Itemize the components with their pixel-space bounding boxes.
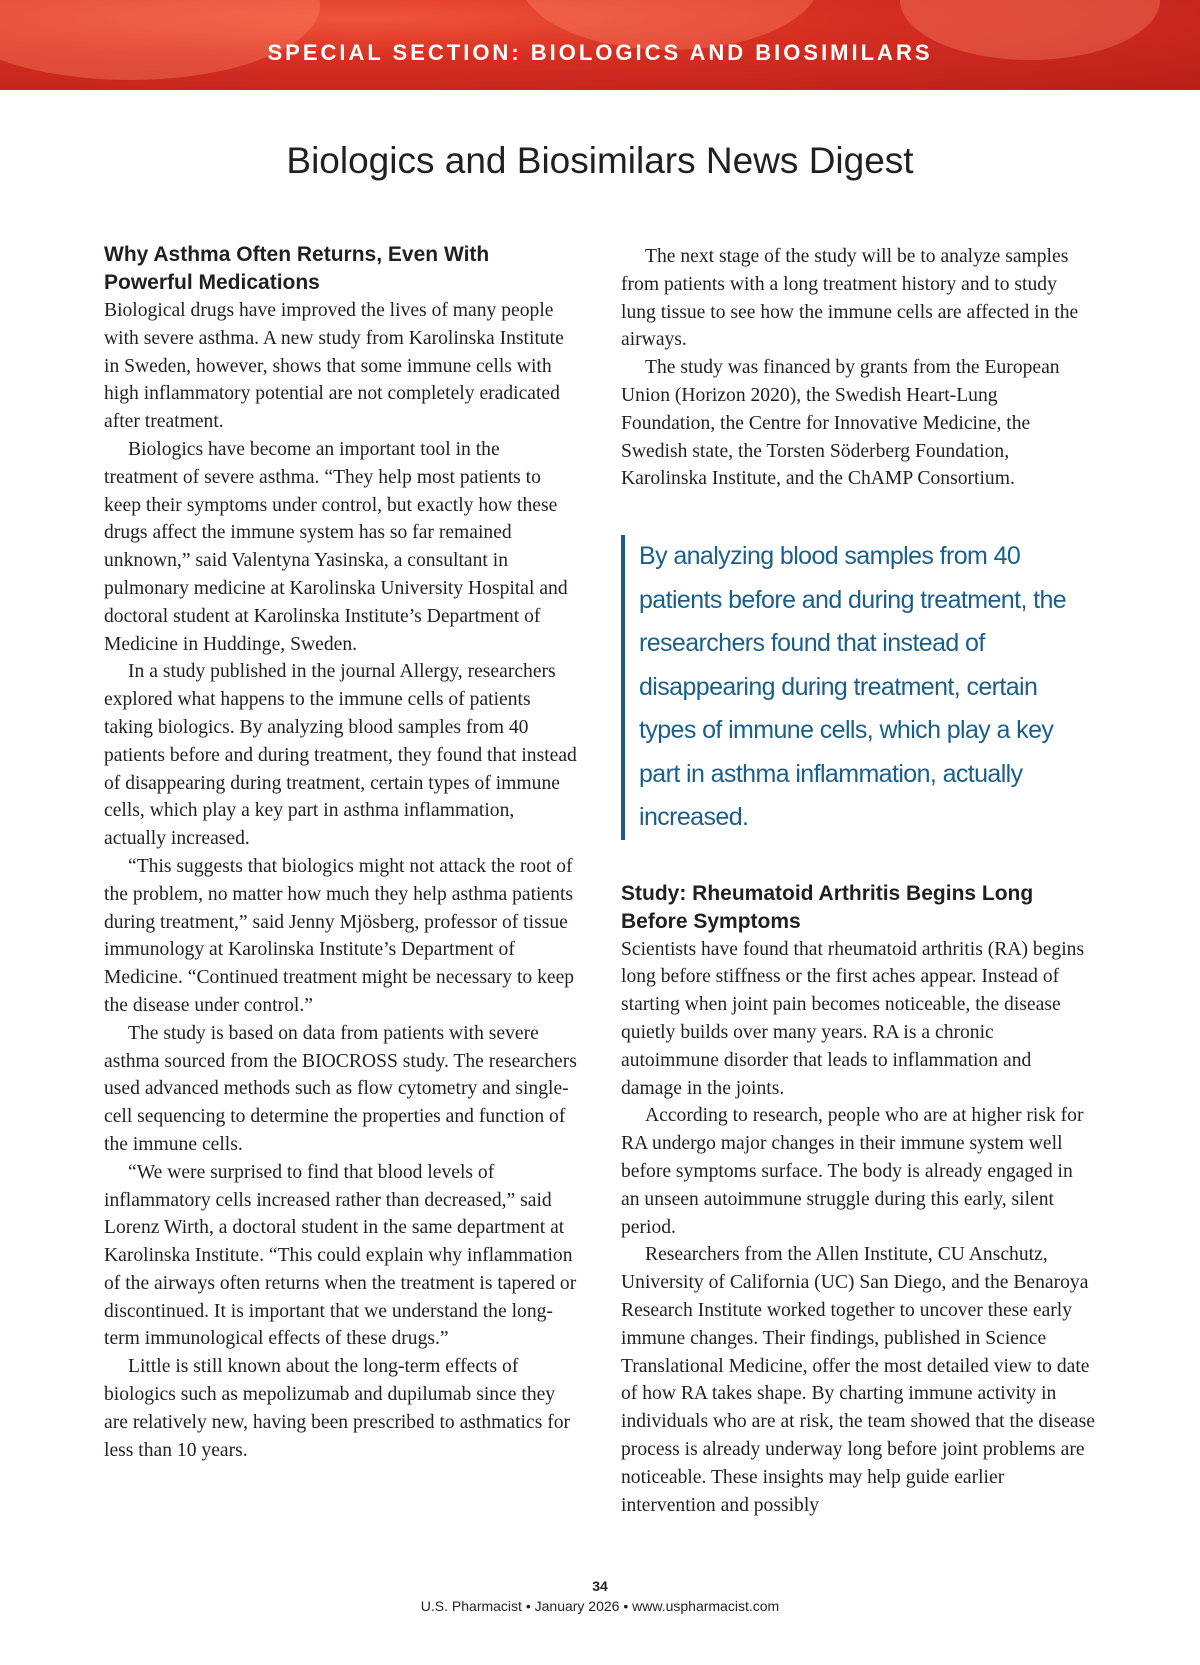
article-headline: Why Asthma Often Returns, Even With Powerful Medications	[104, 243, 490, 294]
left-column	[104, 241, 578, 1464]
section-banner	[0, 0, 1200, 90]
article-paragraph: Biologics have become an important tool in the treatment of severe asthma. “They help most patients to keep their symptoms under control, but exactly how these drugs affect the immune system has so far remained unknown,” said Valentyna Yasinska, a consultant in pulmonary medicine at Karolinska University Hospital and doctoral student at Karolinska Institute’s Department of Medicine in Huddinge, Sweden.	[104, 438, 568, 655]
article-paragraph: “We were surprised to find that blood levels of inflammatory cells increased rather than decreased,” said Lorenz Wirth, a doctoral student in the same department at Karolinska Institute. “This could explain why inflammation of the airways often returns when the treatment is tapered or discontinued. It is important that we understand the long-term immunological effects of these drugs.”	[104, 1161, 577, 1350]
page-title: Biologics and Biosimilars News Digest	[286, 140, 914, 181]
right-column	[621, 243, 1095, 1519]
article-paragraph: The study is based on data from patients with severe asthma sourced from the BIOCROSS study. The researchers used advanced methods such as flow cytometry and single-cell sequencing to determine the properties and function of the immune cells.	[104, 1022, 577, 1155]
article-paragraph: Little is still known about the long-term effects of biologics such as mepolizumab and dupilumab since they are relatively new, having been prescribed to asthmatics for less than 10 years.	[104, 1356, 571, 1461]
article-paragraph: Researchers from the Allen Institute, CU Anschutz, University of California (UC) San Diego, and the Benaroya Research Institute worked together to uncover these early immune changes. Their findings, published in Science Translational Medicine, offer the most detailed view to date of how RA takes shape. By charting immune activity in individuals who are at risk, the team showed that the disease process is already underway long before joint problems are noticeable. These insights may help guide earlier intervention and possibly	[621, 1244, 1095, 1516]
section-label: SPECIAL SECTION: BIOLOGICS AND BIOSIMILARS	[267, 40, 933, 65]
pull-quote: By analyzing blood samples from 40 patients before and during treatment, the researchers found that instead of disappearing during treatment, certain types of immune cells, which play a key part in asthma inflammation, actually increased.	[621, 535, 1095, 840]
article-paragraph: Scientists have found that rheumatoid arthritis (RA) begins long before stiffness or the first aches appear. Instead of starting when joint pain becomes noticeable, the disease quietly builds over many years. RA is a chronic autoimmune disorder that leads to inflammation and damage in the joints.	[621, 938, 1085, 1099]
article-headline: Study: Rheumatoid Arthritis Begins Long Before Symptoms	[621, 881, 1034, 933]
article-paragraph: Biological drugs have improved the lives of many people with severe asthma. A new study from Karolinska Institute in Sweden, however, shows that some immune cells with high inflammatory potential are not completely eradicated after treatment.	[104, 300, 564, 433]
article-paragraph: According to research, people who are at higher risk for RA undergo major changes in their immune system well before symptoms surface. The body is already engaged in an unseen autoimmune struggle during this early, silent period.	[621, 1105, 1084, 1238]
article-paragraph: The next stage of the study will be to analyze samples from patients with a long treatment history and to study lung tissue to see how the immune cells are affected in the airways.	[621, 246, 1079, 351]
publication-footer: U.S. Pharmacist • January 2026 • www.uspharmacist.com	[420, 1598, 780, 1614]
page-number: 34	[592, 1578, 608, 1594]
article-paragraph: “This suggests that biologics might not attack the root of the problem, no matter how much they help asthma patients during treatment,” said Jenny Mjösberg, professor of tissue immunology at Karolinska Institute’s Department of Medicine. “Continued treatment might be necessary to keep the disease under control.”	[104, 855, 575, 1016]
article-paragraph: The study was financed by grants from the European Union (Horizon 2020), the Swedish Heart-Lung Foundation, the Centre for Innovative Medicine, the Swedish state, the Torsten Söderberg Foundation, Karolinska Institute, and the ChAMP Consortium.	[621, 357, 1060, 490]
article-paragraph: In a study published in the journal Allergy, researchers explored what happens to the immune cells of patients taking biologics. By analyzing blood samples from 40 patients before and during treatment, they found that instead of disappearing during treatment, certain types of immune cells, which play a key part in asthma inflammation, actually increased.	[104, 661, 577, 850]
